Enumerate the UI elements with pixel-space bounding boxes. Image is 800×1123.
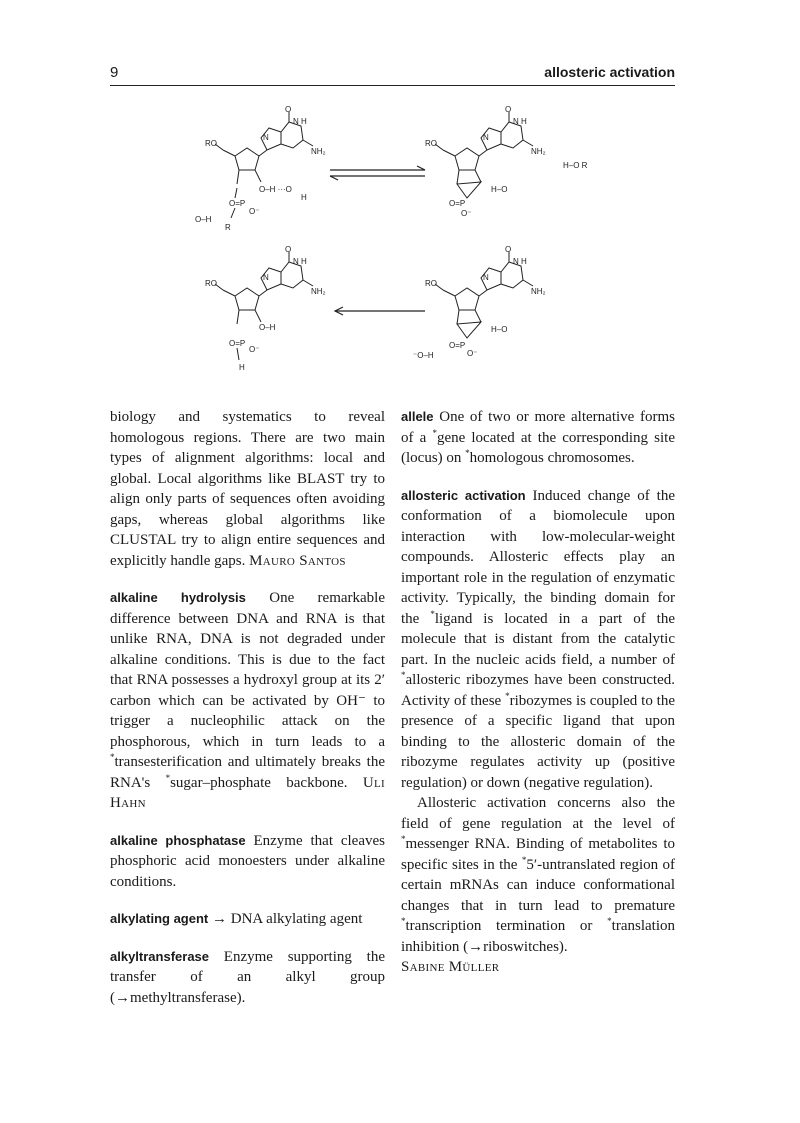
headword-alkylating-agent: alkylating agent bbox=[110, 911, 209, 926]
headword-allosteric-activation: allosteric activation bbox=[401, 487, 526, 503]
entry-text: transesterification and ultimately breaks the RNA's bbox=[110, 754, 385, 791]
label-h: H bbox=[239, 363, 245, 372]
label-n: N bbox=[263, 133, 269, 142]
label-r: R bbox=[225, 223, 231, 232]
headword-alkyltransferase: alkyltransferase bbox=[110, 948, 210, 964]
cross-ref-marker: * bbox=[430, 608, 435, 619]
molecule-top-right bbox=[425, 106, 588, 218]
label-nh: N H bbox=[513, 117, 527, 126]
entry-alkyltransferase bbox=[110, 947, 385, 1009]
intro-paragraph bbox=[110, 407, 385, 571]
entry-text: transcription termination or bbox=[405, 918, 593, 934]
label-ro: RO bbox=[205, 279, 217, 288]
cross-ref-marker: * bbox=[165, 772, 171, 783]
cross-ref-marker: * bbox=[401, 834, 406, 844]
headword-allele: allele bbox=[401, 409, 434, 424]
entry-text: ribozymes is coupled to the presence of a specific ligand that upon binding to the allosteric domain of the ribozyme regulates activity up (positive regulation) or down (negative regulation). bbox=[401, 692, 676, 791]
entry-text: messenger RNA. Binding of metabolites to specific sites in the bbox=[401, 836, 675, 873]
label-p: O=P bbox=[449, 199, 466, 208]
label-ro: RO bbox=[205, 139, 217, 148]
entry-alkylating-agent bbox=[110, 909, 385, 930]
headword-alkaline-phosphatase: alkaline phosphatase bbox=[110, 832, 246, 848]
label-ominus: O⁻ bbox=[249, 345, 260, 354]
author-line bbox=[401, 957, 675, 978]
cross-ref-marker: * bbox=[110, 752, 115, 762]
label-o: O bbox=[285, 106, 292, 114]
label-h-o-r: H–O R bbox=[563, 161, 588, 170]
entry-text: 5′-untranslated region of certain mRNAs can induce conformational changes that in turn lead to premature bbox=[401, 856, 676, 914]
entry-text: Allosteric activation concerns also the field of gene regulation at the level of bbox=[401, 795, 675, 832]
header-rule bbox=[110, 85, 675, 86]
label-n: N bbox=[263, 273, 269, 282]
cross-ref-marker: * bbox=[505, 690, 510, 701]
entry-text: translation inhibition (→riboswitches). bbox=[401, 918, 675, 955]
molecule-top-left bbox=[195, 106, 326, 232]
label-h: H bbox=[301, 193, 307, 202]
label-ominus: O⁻ bbox=[467, 349, 478, 358]
reaction-scheme-figure bbox=[185, 106, 625, 378]
entry-text: homologous chromosomes. bbox=[469, 450, 635, 466]
intro-text: biology and systematics to reveal homologous regions. There are two main types of alignment algorithms: local and global. Local algorithms like BLAST try to align only parts of sequences often avoiding gaps, whereas global algorithms like CLUSTAL try to align entire sequences and explicitly handle gaps. bbox=[110, 409, 385, 569]
entry-text: gene located at the corresponding site (locus) on bbox=[401, 429, 676, 466]
author-hahn: Uli Hahn bbox=[110, 774, 385, 811]
label-ominus: O⁻ bbox=[461, 209, 472, 218]
molecule-bottom-right bbox=[413, 245, 546, 360]
label-oh-water: O–H bbox=[195, 215, 212, 224]
reaction-scheme-svg bbox=[185, 106, 625, 378]
label-n: N bbox=[483, 133, 489, 142]
left-column bbox=[110, 407, 385, 1025]
label-h-o: H–O bbox=[491, 185, 508, 194]
label-ro: RO bbox=[425, 139, 437, 148]
entry-text: Induced change of the conformation of a biomolecule upon interaction with low-molecular-weight compounds. Allosteric effects play an important role in the regulation of enzymatic activity. Typically, the binding domain for the bbox=[401, 487, 676, 627]
label-o: O bbox=[505, 106, 512, 114]
entry-text: sugar–phosphate backbone. bbox=[170, 774, 348, 791]
label-p: O=P bbox=[229, 199, 246, 208]
label-h-o: H–O bbox=[491, 325, 508, 334]
cross-ref-marker: * bbox=[401, 670, 406, 680]
entry-allele bbox=[401, 407, 675, 469]
entry-text: Enzyme supporting the transfer of an alkyl group (→methyltransferase). bbox=[110, 948, 385, 1006]
label-nh: N H bbox=[293, 257, 307, 266]
author-santos: Mauro Santos bbox=[249, 552, 346, 569]
headword-alkaline-hydrolysis: alkaline hydrolysis bbox=[110, 590, 246, 605]
label-nh2: NH₂ bbox=[311, 287, 326, 296]
entry-text: ligand is located in a part of the molecule that is distant from the catalytic part. In the nucleic acids field, a number of bbox=[401, 610, 676, 668]
cross-ref-marker: * bbox=[465, 448, 470, 458]
cross-ref-marker: * bbox=[521, 854, 527, 865]
label-nh2: NH₂ bbox=[531, 287, 546, 296]
label-ro: RO bbox=[425, 279, 437, 288]
entry-allosteric-activation bbox=[401, 486, 675, 794]
cross-ref-marker: * bbox=[401, 916, 406, 926]
molecule-bottom-left bbox=[205, 245, 326, 372]
cross-ref-marker: * bbox=[432, 427, 437, 438]
label-nh: N H bbox=[513, 257, 527, 266]
running-head: allosteric activation bbox=[544, 64, 675, 80]
reverse-arrow bbox=[335, 307, 425, 315]
label-nh: N H bbox=[293, 117, 307, 126]
label-p: O=P bbox=[229, 339, 246, 348]
page-header bbox=[110, 64, 675, 86]
entry-text: allosteric ribozymes have been constructed. Activity of these bbox=[401, 672, 675, 709]
entry-alkaline-hydrolysis bbox=[110, 588, 385, 814]
entry-text: Enzyme that cleaves phosphoric acid monoesters under alkaline conditions. bbox=[110, 832, 385, 890]
label-n: N bbox=[483, 273, 489, 282]
label-ominus: O⁻ bbox=[249, 207, 260, 216]
label-o: O bbox=[505, 245, 512, 254]
entry-alkaline-phosphatase bbox=[110, 831, 385, 893]
entry-text: One of two or more alternative forms of a bbox=[401, 409, 676, 446]
entry-text: One remarkable difference between DNA and RNA is that unlike RNA, DNA is not degraded under alkaline conditions. This is due to the fact that RNA possesses a hydroxyl group at its 2′ carbon which can be activated by OH⁻ to trigger a nucleophilic attack on the phosphorous, which in turn leads to a bbox=[110, 590, 385, 750]
label-oh: O–H ···O bbox=[259, 185, 292, 194]
cross-reference: → DNA alkylating agent bbox=[212, 911, 363, 927]
label-nh2: NH₂ bbox=[531, 147, 546, 156]
equilibrium-arrows bbox=[330, 166, 425, 180]
label-o: O bbox=[285, 245, 292, 254]
entry-allosteric-activation-p2 bbox=[401, 793, 675, 957]
page-number: 9 bbox=[110, 64, 119, 81]
cross-ref-marker: * bbox=[607, 916, 612, 926]
right-column bbox=[401, 407, 675, 978]
label-oh: O–H bbox=[259, 323, 276, 332]
label-nh2: NH₂ bbox=[311, 147, 326, 156]
label-p: O=P bbox=[449, 341, 466, 350]
label-ominus-h: ⁻O–H bbox=[413, 351, 434, 360]
author-mueller: Sabine Müller bbox=[401, 959, 500, 975]
